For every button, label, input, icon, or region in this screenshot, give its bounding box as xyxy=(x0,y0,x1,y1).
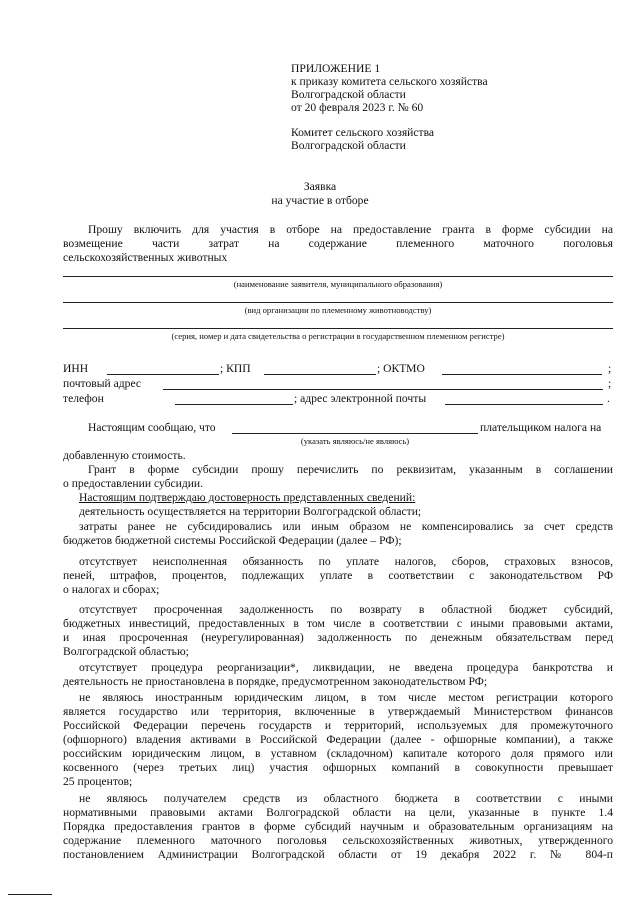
inn-label: ИНН xyxy=(63,362,89,375)
statement-line: затраты ранее не субсидировались или иным образом не компенсировались за счет средств xyxy=(79,520,613,533)
certificate-blank-line xyxy=(63,328,613,329)
statement-line: отсутствует процедура реорганизации*, ликвидации, не введена процедура банкротства и xyxy=(79,661,613,674)
statement-line: бюджетных инвестиций, предоставленных в том числе в соответствии с иными правовыми актами, xyxy=(63,617,613,630)
org-type-blank-line xyxy=(63,302,613,303)
intro-line-3: сельскохозяйственных животных xyxy=(63,251,228,264)
vat-statement-continuation: добавленную стоимость. xyxy=(63,449,186,462)
appendix-region-line: Волгоградской области xyxy=(291,88,406,101)
inn-blank xyxy=(107,374,219,375)
statement-line: о налогах и сборах; xyxy=(63,583,160,596)
org-type-caption: (вид организации по племенному животноводству) xyxy=(244,305,432,315)
applicant-caption: (наименование заявителя, муниципального образования) xyxy=(233,279,443,289)
statement-line: не являюсь иностранным юридическим лицом, в том числе местом регистрации которого xyxy=(79,691,613,704)
vat-blank xyxy=(232,433,478,434)
document-title: Заявка xyxy=(303,180,337,193)
kpp-label: ; КПП xyxy=(220,362,251,375)
statement-line: деятельность осуществляется на территории Волгоградской области; xyxy=(79,505,422,518)
phone-blank xyxy=(175,404,293,405)
statement-line: бюджетов бюджетной системы Российской Федерации (далее – РФ); xyxy=(63,534,402,547)
applicant-blank-line xyxy=(63,276,613,277)
statement-line: (офшорного) владения активами в Российской Федерации (далее - офшорные компании), а также xyxy=(63,733,613,746)
statement-line: косвенного (через третьих лиц) участия офшорных компаний в совокупности превышает xyxy=(63,761,613,774)
vat-caption: (указать являюсь/не являюсь) xyxy=(300,436,410,446)
kpp-blank xyxy=(264,374,376,375)
postal-address-blank xyxy=(163,389,603,390)
intro-line-2: возмещение части затрат на содержание племенного маточного поголовья xyxy=(63,237,613,250)
document-subtitle: на участие в отборе xyxy=(271,194,369,207)
statement-line: российским юридическим лицом, в уставном (складочном) капитале которого доля прямого или xyxy=(63,747,613,760)
appendix-date-line: от 20 февраля 2023 г. № 60 xyxy=(291,101,424,114)
addressee-line-2: Волгоградской области xyxy=(291,139,406,152)
statement-line: и иная просроченная (неурегулированная) задолженность по денежным обязательствам перед xyxy=(63,631,613,644)
email-label: ; адрес электронной почты xyxy=(294,392,427,405)
inn-line-end: ; xyxy=(608,362,612,375)
footnote-separator xyxy=(8,894,52,895)
email-line-end: . xyxy=(607,392,610,405)
grant-line-1: Грант в форме субсидии прошу перечислить по реквизитам, указанным в соглашении xyxy=(88,463,613,476)
statement-line: постановлением Администрации Волгоградской области от 19 декабря 2022 г. № 804-п xyxy=(63,848,613,861)
statement-line: Волгоградской областью; xyxy=(63,645,189,658)
postal-line-end: ; xyxy=(608,377,612,390)
statement-line: отсутствует неисполненная обязанность по уплате налогов, сборов, страховых взносов, xyxy=(79,555,613,568)
certificate-caption: (серия, номер и дата свидетельства о регистрации в государственном племенном регистре) xyxy=(171,331,505,341)
appendix-order-line: к приказу комитета сельского хозяйства xyxy=(291,75,488,88)
statement-line: нормативными правовыми актами Волгоградской области на цели, указанные в пункте 1.4 xyxy=(63,806,613,819)
oktmo-label: ; ОКТМО xyxy=(377,362,425,375)
appendix-title: ПРИЛОЖЕНИЕ 1 xyxy=(291,62,381,75)
statement-line: Российской Федерации перечень государств и территорий, используемых для промежуточного xyxy=(63,719,613,732)
confirmation-heading: Настоящим подтверждаю достоверность представленных сведений: xyxy=(79,491,416,504)
statement-line: является государство или территория, включенные в утверждаемый Министерством финансов xyxy=(63,705,613,718)
oktmo-blank xyxy=(442,374,602,375)
intro-line-1: Прошу включить для участия в отборе на предоставление гранта в форме субсидии на xyxy=(88,223,613,236)
email-blank xyxy=(445,404,603,405)
phone-label: телефон xyxy=(63,392,104,405)
statement-line: 25 процентов; xyxy=(63,775,133,788)
postal-address-label: почтовый адрес xyxy=(63,377,142,390)
grant-line-2: о предоставлении субсидии. xyxy=(63,477,204,490)
addressee-line-1: Комитет сельского хозяйства xyxy=(291,126,435,139)
vat-statement-suffix: плательщиком налога на xyxy=(480,421,602,434)
statement-line: деятельность не приостановлена в порядке, предусмотренном законодательством РФ; xyxy=(63,675,488,688)
statement-line: пеней, штрафов, процентов, подлежащих уплате в соответствии с законодательством РФ xyxy=(63,569,613,582)
statement-line: Порядка предоставления грантов в форме субсидий научным и образовательным организациям на xyxy=(63,820,613,833)
vat-statement-prefix: Настоящим сообщаю, что xyxy=(88,421,216,434)
statement-line: содержание племенного маточного поголовья сельскохозяйственных животных, утвержденного xyxy=(63,834,613,847)
statement-line: отсутствует просроченная задолженность по возврату в областной бюджет субсидий, xyxy=(79,603,613,616)
statement-line: не являюсь получателем средств из областного бюджета в соответствии с иными xyxy=(79,792,613,805)
